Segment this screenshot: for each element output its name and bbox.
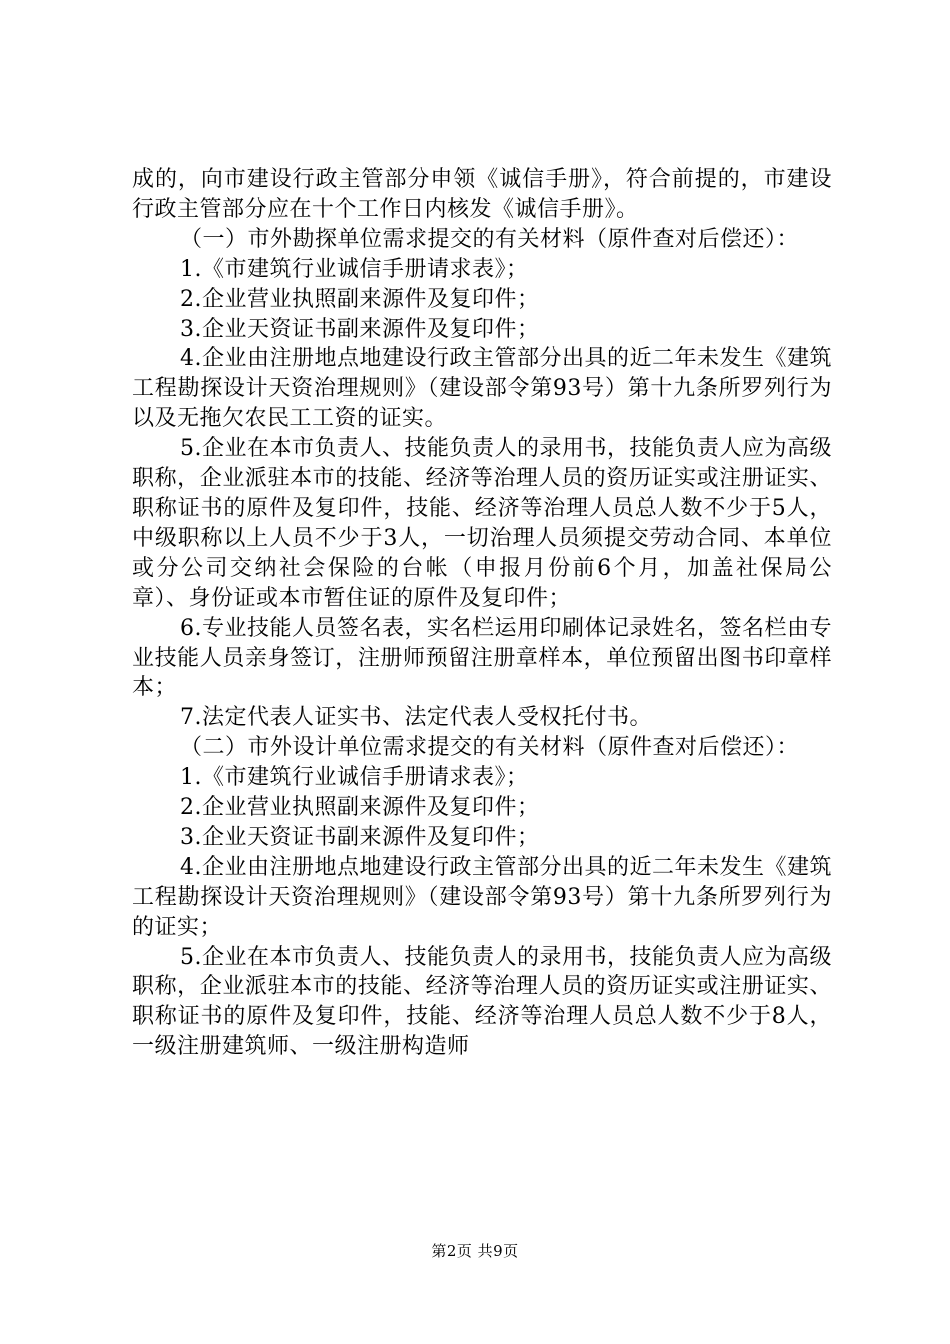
- list-item: 1.《市建筑行业诚信手册请求表》；: [180, 256, 529, 282]
- list-item: 4.企业由注册地点地建设行政主管部分出具的近二年未发生《建筑工程勘探设计天资治理规则》（建设部令第93号）第十九条所罗列行为的证实；: [132, 854, 832, 940]
- list-item: 4.企业由注册地点地建设行政主管部分出具的近二年未发生《建筑工程勘探设计天资治理规则》（建设部令第93号）第十九条所罗列行为以及无拖欠农民工工资的证实。: [132, 346, 832, 432]
- list-item: 5.企业在本市负责人、技能负责人的录用书，技能负责人应为高级职称，企业派驻本市的技能、经济等治理人员的资历证实或注册证实、职称证书的原件及复印件，技能、经济等治理人员总人数不少于8人，一级注册建筑师、一级注册构造师: [132, 944, 832, 1060]
- paragraph-continuation: 成的，向市建设行政主管部分申领《诚信手册》，符合前提的，市建设行政主管部分应在十个工作日内核发《诚信手册》。: [132, 167, 832, 222]
- list-item: 3.企业天资证书副来源件及复印件；: [180, 824, 540, 850]
- section-heading-2: （二）市外设计单位需求提交的有关材料（原件查对后偿还）：: [180, 735, 800, 761]
- list-item: 7.法定代表人证实书、法定代表人受权托付书。: [180, 705, 652, 731]
- list-item: 1.《市建筑行业诚信手册请求表》；: [180, 765, 529, 791]
- document-body: [132, 165, 832, 1062]
- page-number-footer: 第2页 共9页: [431, 1242, 519, 1260]
- list-item: 3.企业天资证书副来源件及复印件；: [180, 316, 540, 342]
- list-item: 2.企业营业执照副来源件及复印件；: [180, 286, 540, 312]
- list-item: 2.企业营业执照副来源件及复印件；: [180, 795, 540, 821]
- section-heading-1: （一）市外勘探单位需求提交的有关材料（原件查对后偿还）：: [180, 226, 800, 252]
- list-item: 6.专业技能人员签名表，实名栏运用印刷体记录姓名，签名栏由专业技能人员亲身签订，注册师预留注册章样本，单位预留出图书印章样本；: [132, 615, 832, 701]
- list-item: 5.企业在本市负责人、技能负责人的录用书，技能负责人应为高级职称，企业派驻本市的技能、经济等治理人员的资历证实或注册证实、职称证书的原件及复印件，技能、经济等治理人员总人数不少于5人，中级职称以上人员不少于3人，一切治理人员须提交劳动合同、本单位或分公司交纳社会保险的台帐（申报月份前6个月，加盖社保局公章）、身份证或本市暂住证的原件及复印件；: [132, 436, 832, 611]
